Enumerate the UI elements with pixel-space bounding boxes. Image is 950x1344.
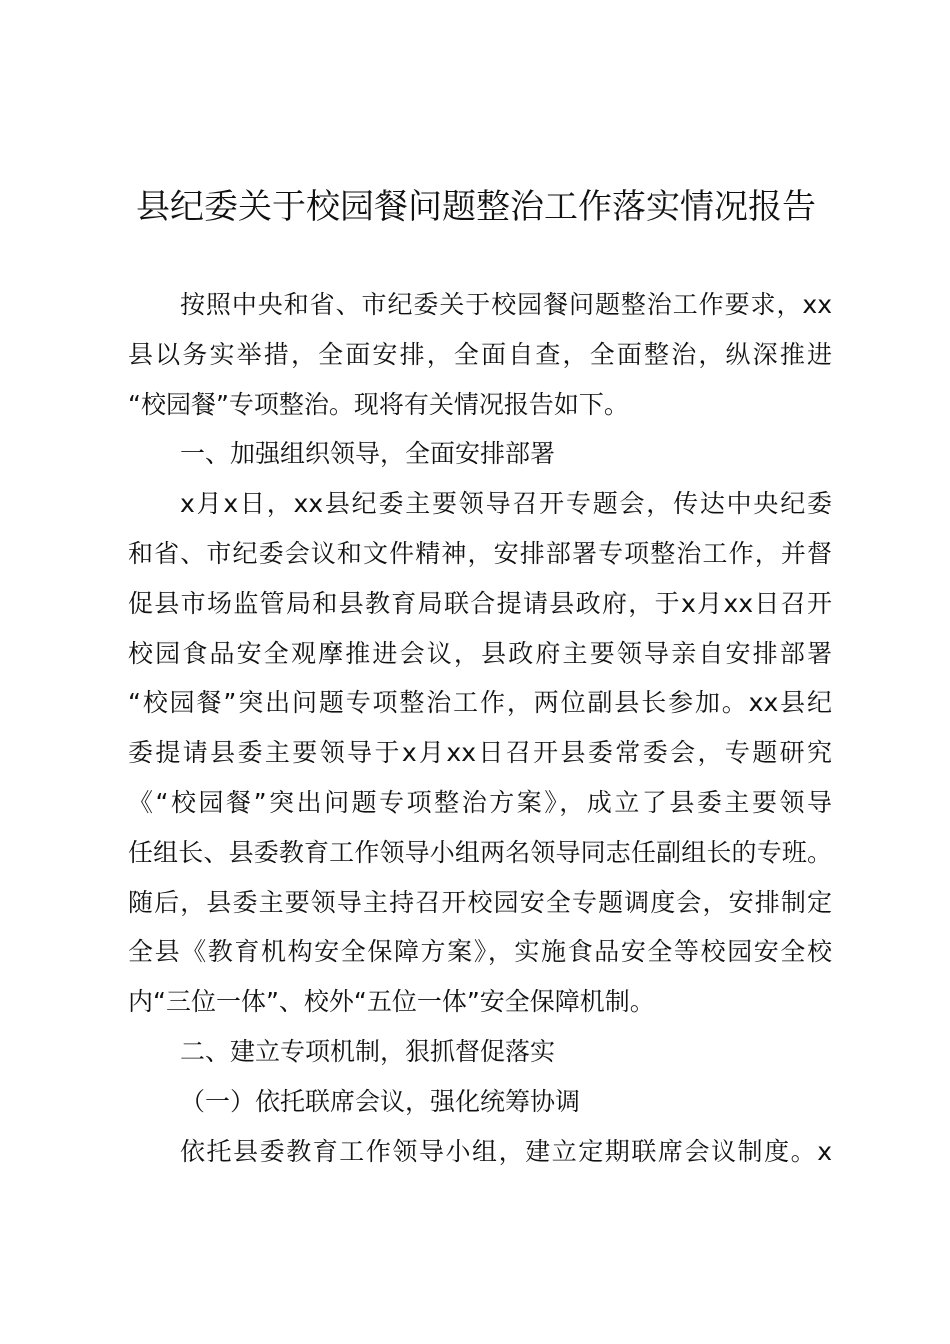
text-line: 委提请县委主要领导于x月xx日召开县委常委会，专题研究 (128, 738, 832, 768)
text-line: x月x日，xx县纪委主要领导召开专题会，传达中央纪委 (180, 489, 832, 519)
text-line: 《“校园餐”突出问题专项整治方案》，成立了县委主要领导 (128, 787, 832, 817)
text-line: “校园餐”专项整治。现将有关情况报告如下。 (128, 389, 629, 419)
text-line: 一、加强组织领导，全面安排部署 (180, 439, 556, 469)
text-line: “校园餐”突出问题专项整治工作，两位副县长参加。xx县纪 (128, 688, 832, 718)
text-line: 校园食品安全观摩推进会议，县政府主要领导亲自安排部署 (128, 638, 832, 668)
text-line: 促县市场监管局和县教育局联合提请县政府，于x月xx日召开 (128, 588, 832, 618)
text-line: 按照中央和省、市纪委关于校园餐问题整治工作要求，xx (180, 290, 832, 319)
document-body (128, 280, 832, 1176)
text-line: （一）依托联席会议，强化统筹协调 (180, 1086, 581, 1116)
text-line: 县以务实举措，全面安排，全面自查，全面整治，纵深推进 (128, 339, 832, 369)
text-line: 任组长、县委教育工作领导小组两名领导同志任副组长的专班。 (128, 837, 832, 867)
text-line: 全县《教育机构安全保障方案》，实施食品安全等校园安全校 (128, 937, 832, 967)
text-line: 依托县委教育工作领导小组，建立定期联席会议制度。x (180, 1136, 832, 1166)
document-title: 县纪委关于校园餐问题整治工作落实情况报告 (136, 187, 816, 227)
text-line: 随后，县委主要领导主持召开校园安全专题调度会，安排制定 (128, 887, 832, 917)
text-line: 和省、市纪委会议和文件精神，安排部署专项整治工作，并督 (128, 538, 832, 568)
text-line: 二、建立专项机制，狠抓督促落实 (180, 1036, 556, 1066)
text-line: 内“三位一体”、校外“五位一体”安全保障机制。 (128, 987, 655, 1017)
